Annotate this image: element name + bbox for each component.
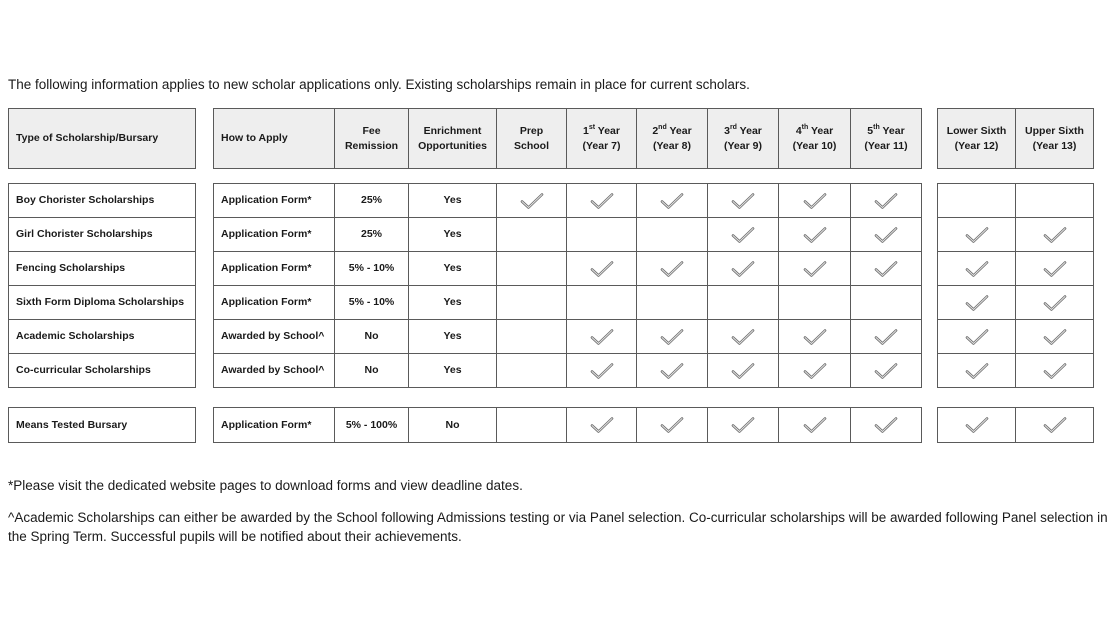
prep-school-cell bbox=[497, 184, 567, 218]
header-type: Type of Scholarship/Bursary bbox=[9, 109, 196, 169]
enrichment-cell: Yes bbox=[409, 320, 497, 354]
header-prep-school: Prep School bbox=[497, 109, 567, 169]
bursary-type-block bbox=[8, 407, 196, 443]
year-1-cell bbox=[567, 252, 637, 286]
year-2-cell bbox=[637, 252, 708, 286]
rows-sixth-block bbox=[937, 183, 1094, 388]
year-2-cell bbox=[637, 218, 708, 252]
check-mark-icon bbox=[965, 417, 989, 433]
check-mark-icon bbox=[1043, 261, 1067, 277]
year-4-cell bbox=[779, 354, 851, 388]
upper-sixth-cell bbox=[1016, 218, 1094, 252]
year-5-cell bbox=[851, 320, 922, 354]
lower-sixth-cell bbox=[938, 286, 1016, 320]
check-mark-icon bbox=[803, 261, 827, 277]
year-3-cell bbox=[708, 286, 779, 320]
year-1-cell bbox=[567, 218, 637, 252]
intro-text: The following information applies to new scholar applications only. Existing scholarships remain in place for current scholars. bbox=[8, 77, 750, 92]
check-mark-icon bbox=[965, 363, 989, 379]
header-type-block bbox=[8, 108, 196, 169]
check-mark-icon bbox=[1043, 295, 1067, 311]
upper-sixth-cell bbox=[1016, 286, 1094, 320]
year-3-cell bbox=[708, 252, 779, 286]
enrichment-cell: Yes bbox=[409, 286, 497, 320]
how-to-apply-cell: Awarded by School^ bbox=[214, 354, 335, 388]
header-upper-sixth: Upper Sixth (Year 13) bbox=[1016, 109, 1094, 169]
check-mark-icon bbox=[803, 417, 827, 433]
enrichment-cell: No bbox=[409, 408, 497, 443]
bursary-main-block bbox=[213, 407, 922, 443]
header-year-4: 4th Year (Year 10) bbox=[779, 109, 851, 169]
check-mark-icon bbox=[590, 417, 614, 433]
fee-remission-cell: No bbox=[335, 320, 409, 354]
check-mark-icon bbox=[1043, 417, 1067, 433]
header-how-to-apply: How to Apply bbox=[214, 109, 335, 169]
check-mark-icon bbox=[874, 363, 898, 379]
how-to-apply-cell: Application Form* bbox=[214, 286, 335, 320]
year-4-cell bbox=[779, 218, 851, 252]
header-year-3: 3rd Year (Year 9) bbox=[708, 109, 779, 169]
prep-school-cell bbox=[497, 408, 567, 443]
check-mark-icon bbox=[803, 363, 827, 379]
scholarship-type-cell: Boy Chorister Scholarships bbox=[9, 184, 196, 218]
year-3-cell bbox=[708, 218, 779, 252]
fee-remission-cell: 5% - 10% bbox=[335, 286, 409, 320]
upper-sixth-cell bbox=[1016, 184, 1094, 218]
prep-school-cell bbox=[497, 286, 567, 320]
year-5-cell bbox=[851, 286, 922, 320]
rows-type-block bbox=[8, 183, 196, 388]
check-mark-icon bbox=[965, 261, 989, 277]
check-mark-icon bbox=[803, 329, 827, 345]
upper-sixth-cell bbox=[1016, 354, 1094, 388]
enrichment-cell: Yes bbox=[409, 252, 497, 286]
enrichment-cell: Yes bbox=[409, 354, 497, 388]
fee-remission-cell: 25% bbox=[335, 184, 409, 218]
year-4-cell bbox=[779, 286, 851, 320]
year-5-cell bbox=[851, 408, 922, 443]
check-mark-icon bbox=[590, 193, 614, 209]
scholarship-type-cell: Academic Scholarships bbox=[9, 320, 196, 354]
check-mark-icon bbox=[874, 261, 898, 277]
year-3-cell bbox=[708, 354, 779, 388]
header-year-1: 1st Year (Year 7) bbox=[567, 109, 637, 169]
check-mark-icon bbox=[731, 417, 755, 433]
year-5-cell bbox=[851, 252, 922, 286]
lower-sixth-cell bbox=[938, 218, 1016, 252]
prep-school-cell bbox=[497, 252, 567, 286]
year-5-cell bbox=[851, 354, 922, 388]
check-mark-icon bbox=[731, 261, 755, 277]
header-fee-remission: Fee Remission bbox=[335, 109, 409, 169]
footnote-forms: *Please visit the dedicated website pages to download forms and view deadline dates. bbox=[8, 478, 523, 493]
check-mark-icon bbox=[731, 227, 755, 243]
scholarship-type-cell: Girl Chorister Scholarships bbox=[9, 218, 196, 252]
lower-sixth-cell bbox=[938, 354, 1016, 388]
year-4-cell bbox=[779, 320, 851, 354]
how-to-apply-cell: Application Form* bbox=[214, 252, 335, 286]
scholarship-type-cell: Sixth Form Diploma Scholarships bbox=[9, 286, 196, 320]
bursary-sixth-block bbox=[937, 407, 1094, 443]
check-mark-icon bbox=[874, 193, 898, 209]
check-mark-icon bbox=[590, 363, 614, 379]
scholarship-type-cell: Co-curricular Scholarships bbox=[9, 354, 196, 388]
check-mark-icon bbox=[965, 295, 989, 311]
year-1-cell bbox=[567, 286, 637, 320]
check-mark-icon bbox=[660, 417, 684, 433]
check-mark-icon bbox=[1043, 363, 1067, 379]
year-3-cell bbox=[708, 184, 779, 218]
check-mark-icon bbox=[874, 417, 898, 433]
header-enrichment: Enrichment Opportunities bbox=[409, 109, 497, 169]
scholarship-type-cell: Means Tested Bursary bbox=[9, 408, 196, 443]
year-1-cell bbox=[567, 408, 637, 443]
prep-school-cell bbox=[497, 320, 567, 354]
header-year-5: 5th Year (Year 11) bbox=[851, 109, 922, 169]
header-main-block bbox=[213, 108, 922, 169]
check-mark-icon bbox=[965, 227, 989, 243]
upper-sixth-cell bbox=[1016, 320, 1094, 354]
year-1-cell bbox=[567, 184, 637, 218]
prep-school-cell bbox=[497, 218, 567, 252]
how-to-apply-cell: Application Form* bbox=[214, 408, 335, 443]
check-mark-icon bbox=[874, 227, 898, 243]
header-sixth-block bbox=[937, 108, 1094, 169]
fee-remission-cell: No bbox=[335, 354, 409, 388]
check-mark-icon bbox=[660, 261, 684, 277]
header-year-2: 2nd Year (Year 8) bbox=[637, 109, 708, 169]
check-mark-icon bbox=[590, 329, 614, 345]
year-1-cell bbox=[567, 354, 637, 388]
fee-remission-cell: 5% - 10% bbox=[335, 252, 409, 286]
check-mark-icon bbox=[803, 227, 827, 243]
year-4-cell bbox=[779, 184, 851, 218]
how-to-apply-cell: Application Form* bbox=[214, 184, 335, 218]
footnote-academic: ^Academic Scholarships can either be awarded by the School following Admissions testing or via Panel selection. Co-curricular scholarships will be awarded following Panel selection in the Spring Term. Successful pupils will be notified about their achievements. bbox=[8, 510, 1108, 544]
year-2-cell bbox=[637, 320, 708, 354]
how-to-apply-cell: Awarded by School^ bbox=[214, 320, 335, 354]
enrichment-cell: Yes bbox=[409, 184, 497, 218]
check-mark-icon bbox=[1043, 329, 1067, 345]
prep-school-cell bbox=[497, 354, 567, 388]
enrichment-cell: Yes bbox=[409, 218, 497, 252]
scholarship-type-cell: Fencing Scholarships bbox=[9, 252, 196, 286]
check-mark-icon bbox=[874, 329, 898, 345]
year-5-cell bbox=[851, 218, 922, 252]
check-mark-icon bbox=[803, 193, 827, 209]
year-3-cell bbox=[708, 408, 779, 443]
check-mark-icon bbox=[520, 193, 544, 209]
year-2-cell bbox=[637, 408, 708, 443]
year-5-cell bbox=[851, 184, 922, 218]
check-mark-icon bbox=[660, 193, 684, 209]
fee-remission-cell: 5% - 100% bbox=[335, 408, 409, 443]
check-mark-icon bbox=[660, 363, 684, 379]
lower-sixth-cell bbox=[938, 252, 1016, 286]
upper-sixth-cell bbox=[1016, 408, 1094, 443]
check-mark-icon bbox=[965, 329, 989, 345]
check-mark-icon bbox=[731, 329, 755, 345]
check-mark-icon bbox=[731, 363, 755, 379]
check-mark-icon bbox=[1043, 227, 1067, 243]
check-mark-icon bbox=[731, 193, 755, 209]
year-2-cell bbox=[637, 354, 708, 388]
year-3-cell bbox=[708, 320, 779, 354]
how-to-apply-cell: Application Form* bbox=[214, 218, 335, 252]
lower-sixth-cell bbox=[938, 320, 1016, 354]
check-mark-icon bbox=[660, 329, 684, 345]
year-2-cell bbox=[637, 286, 708, 320]
header-lower-sixth: Lower Sixth (Year 12) bbox=[938, 109, 1016, 169]
check-mark-icon bbox=[590, 261, 614, 277]
year-4-cell bbox=[779, 408, 851, 443]
year-1-cell bbox=[567, 320, 637, 354]
upper-sixth-cell bbox=[1016, 252, 1094, 286]
fee-remission-cell: 25% bbox=[335, 218, 409, 252]
year-4-cell bbox=[779, 252, 851, 286]
rows-main-block bbox=[213, 183, 922, 388]
year-2-cell bbox=[637, 184, 708, 218]
lower-sixth-cell bbox=[938, 408, 1016, 443]
lower-sixth-cell bbox=[938, 184, 1016, 218]
